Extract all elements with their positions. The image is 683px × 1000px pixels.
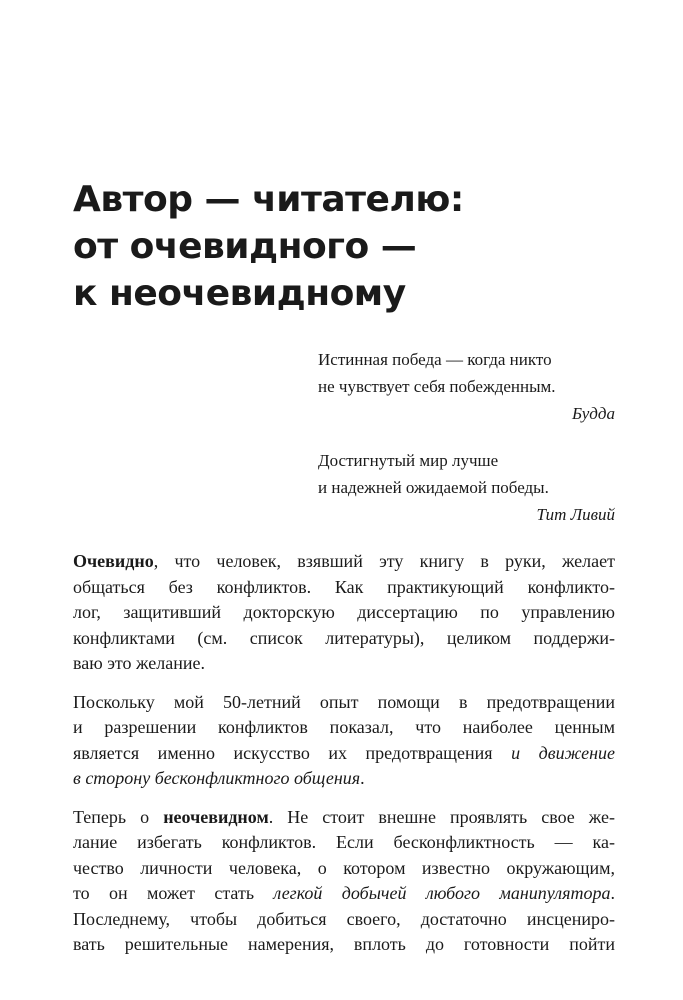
text-line: лание избегать конфликтов. Если бесконфликтность — ка- [73,832,615,852]
text-fragment: то он может стать [73,883,274,903]
text-line: чество личности человека, о котором известно окружающим, [73,857,615,878]
text-line: Последнему, чтобы добиться своего, достаточно инсцениро- [73,908,615,929]
chapter-title-line: от очевидного — [73,226,417,267]
paragraph-3 [73,805,615,958]
epigraphs [318,346,618,548]
text-line [73,741,615,767]
text-fragment: . [360,768,365,788]
epigraph-buddha [318,346,618,427]
text-line: конфликтами (см. список литературы), целиком поддержи- [73,627,615,648]
paragraph-1 [73,549,615,677]
epigraph-line: Достигнутый мир лучше [318,451,499,470]
chapter-title-line: Автор — читателю: [73,179,464,220]
text-line: общаться без конфликтов. Как практикующий конфликто- [73,576,615,597]
body-text [73,549,615,971]
text-line: и разрешении конфликтов показал, что наиболее ценным [73,717,615,737]
epigraph-author: Тит Ливий [536,505,615,524]
text-line: вать решительные намерения, вплоть до готовности пойти [73,934,615,954]
text-line [73,549,615,575]
text-fragment: , что человек, взявший эту книгу в руки, желает [153,551,615,571]
epigraph-line: не чувствует себя побежденным. [318,377,556,396]
text-line [73,881,615,907]
epigraph-line: и надежней ожидаемой победы. [318,478,549,497]
epigraph-line: Истинная победа — когда никто [318,350,552,369]
text-fragment: . [610,883,615,903]
chapter-title-line: к неочевидному [73,273,406,314]
text-line [73,766,615,792]
text-line: Поскольку мой 50-летний опыт помощи в предотвращении [73,691,615,712]
chapter-title [73,176,633,317]
text-line [73,805,615,831]
text-line: ваю это желание. [73,653,205,673]
epigraph-livy [318,447,618,528]
bold-term: неочевидном [163,806,269,827]
italic-phrase: и движение [511,742,615,763]
text-fragment: . Не стоит внешне проявлять свое же- [268,806,615,827]
italic-phrase: в сторону бесконфликтного общения [73,768,361,788]
text-line: лог, защитивший докторскую диссертацию по управлению [73,602,615,622]
text-fragment: Теперь о [73,806,164,827]
paragraph-2 [73,690,615,792]
bold-term: Очевидно [73,551,154,571]
epigraph-author: Будда [571,404,615,423]
text-fragment: является именно искусство их предотвращения [73,742,512,763]
italic-phrase: легкой добычей любого манипулятора [273,883,611,903]
